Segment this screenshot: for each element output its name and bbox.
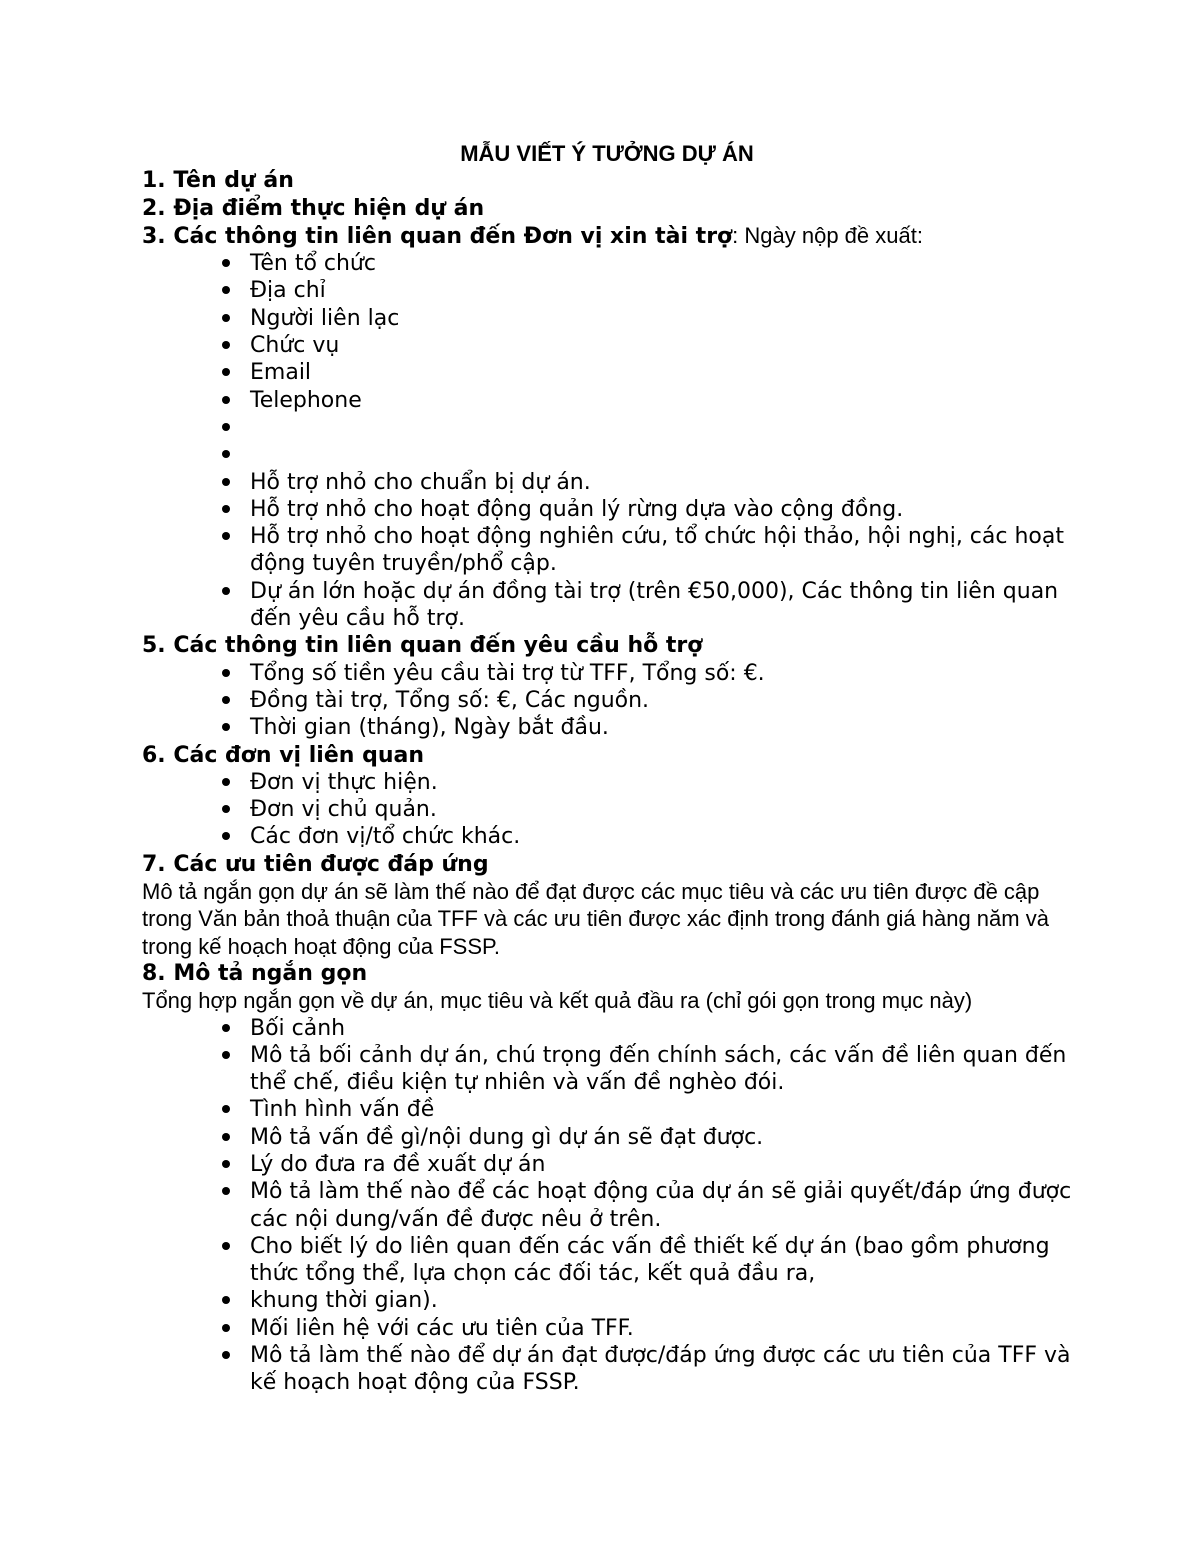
section-2-heading: 2. Địa điểm thực hiện dự án — [142, 195, 485, 221]
section-3-list — [142, 250, 1072, 632]
list-item-text: Người liên lạc — [250, 305, 400, 331]
list-item-text: Mô tả vấn đề gì/nội dung gì dự án sẽ đạt được. — [250, 1124, 764, 1150]
document-title: MẪU VIẾT Ý TƯỞNG DỰ ÁN — [460, 141, 754, 166]
section-8-paragraph: Tổng hợp ngắn gọn về dự án, mục tiêu và kết quả đầu ra (chỉ gói gọn trong mục này) — [142, 988, 973, 1014]
list-item-text: Các đơn vị/tổ chức khác. — [250, 824, 521, 850]
bullet-icon — [216, 332, 236, 359]
list-item — [250, 578, 1072, 633]
list-item — [250, 359, 1072, 386]
list-item-text: Đơn vị thực hiện. — [250, 769, 438, 795]
bullet-icon — [216, 578, 236, 605]
list-item-text: Cho biết lý do liên quan đến các vấn đề thiết kế dự án (bao gồm phương thức tổng thể, lựa chọn các đối tác, kết quả đầu ra, — [250, 1233, 1050, 1287]
bullet-icon — [216, 1287, 236, 1314]
bullet-icon — [216, 496, 236, 523]
list-item-text: Chức vụ — [250, 333, 340, 359]
list-item-text: Thời gian (tháng), Ngày bắt đầu. — [250, 715, 609, 741]
bullet-icon — [216, 823, 236, 850]
list-item — [250, 714, 1072, 741]
list-item — [250, 1015, 1072, 1042]
list-item-text: Email — [250, 360, 312, 386]
list-item-text: Mô tả bối cảnh dự án, chú trọng đến chính sách, các vấn đề liên quan đến thể chế, điều kiện tự nhiên và vấn đề nghèo đói. — [250, 1042, 1067, 1096]
list-item — [250, 1042, 1072, 1097]
list-item — [250, 1315, 1072, 1342]
bullet-icon — [216, 1151, 236, 1178]
submission-date-label: : Ngày nộp đề xuất: — [732, 222, 923, 248]
list-item — [250, 1178, 1072, 1233]
document-page — [142, 140, 1072, 1397]
section-8-list — [142, 1015, 1072, 1397]
list-item — [250, 1287, 1072, 1314]
bullet-icon — [216, 1015, 236, 1042]
list-item-empty — [250, 441, 1072, 468]
section-1-heading: 1. Tên dự án — [142, 168, 294, 194]
list-item — [250, 469, 1072, 496]
list-item-text: Hỗ trợ nhỏ cho hoạt động nghiên cứu, tổ chức hội thảo, hội nghị, các hoạt động tuyên truyền/phổ cập. — [250, 524, 1064, 577]
bullet-icon — [216, 1178, 236, 1205]
list-item — [250, 796, 1072, 823]
bullet-icon — [216, 714, 236, 741]
section-5-list — [142, 660, 1072, 742]
list-item — [250, 332, 1072, 359]
bullet-icon — [216, 469, 236, 496]
bullet-icon — [216, 1042, 236, 1069]
bullet-icon — [216, 387, 236, 414]
section-6-list — [142, 769, 1072, 851]
list-item-text: Telephone — [250, 387, 362, 413]
list-item-empty — [250, 414, 1072, 441]
list-item-text: Mô tả làm thế nào để các hoạt động của dự án sẽ giải quyết/đáp ứng được các nội dung/vấn đề được nêu ở trên. — [250, 1179, 1072, 1232]
bullet-icon — [216, 1315, 236, 1342]
bullet-icon — [216, 769, 236, 796]
bullet-icon — [216, 523, 236, 550]
list-item-text: Hỗ trợ nhỏ cho hoạt động quản lý rừng dựa vào cộng đồng. — [250, 496, 904, 522]
section-6-heading: 6. Các đơn vị liên quan — [142, 742, 424, 768]
list-item — [250, 496, 1072, 523]
list-item-text: Tổng số tiền yêu cầu tài trợ từ TFF, Tổng số: €. — [250, 660, 765, 686]
list-item — [250, 769, 1072, 796]
list-item-text: Bối cảnh — [250, 1015, 346, 1041]
list-item — [250, 305, 1072, 332]
list-item — [250, 823, 1072, 850]
section-3-heading-line — [142, 222, 1072, 250]
list-item-text: Lý do đưa ra đề xuất dự án — [250, 1151, 546, 1177]
bullet-icon — [216, 359, 236, 386]
list-item — [250, 1342, 1072, 1397]
section-7-heading: 7. Các ưu tiên được đáp ứng — [142, 851, 489, 877]
list-item-text: Đồng tài trợ, Tổng số: €, Các nguồn. — [250, 687, 650, 713]
bullet-icon — [216, 250, 236, 277]
list-item-text: khung thời gian). — [250, 1288, 438, 1314]
bullet-icon — [216, 441, 236, 468]
list-item — [250, 1124, 1072, 1151]
section-5-heading: 5. Các thông tin liên quan đến yêu cầu hỗ trợ — [142, 633, 703, 659]
list-item — [250, 523, 1072, 578]
bullet-icon — [216, 796, 236, 823]
list-item-text: Địa chỉ — [250, 278, 326, 304]
list-item-text: Dự án lớn hoặc dự án đồng tài trợ (trên €50,000), Các thông tin liên quan đến yêu cầu hỗ trợ. — [250, 578, 1059, 632]
bullet-icon — [216, 1342, 236, 1369]
section-7-paragraph: Mô tả ngắn gọn dự án sẽ làm thế nào để đạt được các mục tiêu và các ưu tiên được đề cập trong Văn bản thoả thuận của TFF và các ưu tiên được xác định trong đánh giá hàng năm và trong kế hoạch hoạt động của FSSP. — [142, 879, 1049, 959]
list-item-text: Mô tả làm thế nào để dự án đạt được/đáp ứng được các ưu tiên của TFF và kế hoạch hoạt động của FSSP. — [250, 1343, 1071, 1396]
list-item — [250, 1233, 1072, 1288]
bullet-icon — [216, 414, 236, 441]
list-item — [250, 687, 1072, 714]
list-item-text: Mối liên hệ với các ưu tiên của TFF. — [250, 1315, 634, 1341]
bullet-icon — [216, 687, 236, 714]
bullet-icon — [216, 660, 236, 687]
list-item-text: Tên tổ chức — [250, 251, 376, 277]
list-item — [250, 250, 1072, 277]
section-3-heading: 3. Các thông tin liên quan đến Đơn vị xin tài trợ — [142, 223, 733, 249]
bullet-icon — [216, 277, 236, 304]
bullet-icon — [216, 1233, 236, 1260]
list-item — [250, 387, 1072, 414]
bullet-icon — [216, 305, 236, 332]
list-item-text: Hỗ trợ nhỏ cho chuẩn bị dự án. — [250, 469, 591, 495]
bullet-icon — [216, 1096, 236, 1123]
list-item-text: Đơn vị chủ quản. — [250, 797, 437, 823]
list-item-text: Tình hình vấn đề — [250, 1097, 435, 1123]
bullet-icon — [216, 1124, 236, 1151]
list-item — [250, 1096, 1072, 1123]
section-8-heading: 8. Mô tả ngắn gọn — [142, 960, 368, 986]
list-item — [250, 1151, 1072, 1178]
list-item — [250, 660, 1072, 687]
list-item — [250, 277, 1072, 304]
